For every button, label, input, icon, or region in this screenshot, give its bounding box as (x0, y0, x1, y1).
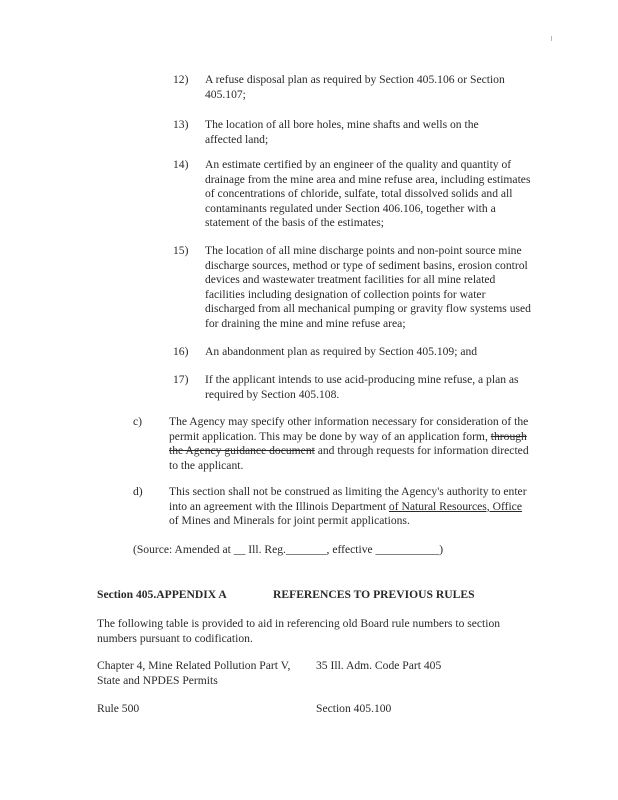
item-17-number: 17) (173, 373, 189, 386)
item-14-text: An estimate certified by an engineer of the quality and quantity of drainage from the mine area and mine refuse area, including estimates of concentrations of chloride, sulfate, total dissolved solids and all contaminants regulated under Section 406.106, together with a statement of the basis of the estimates; (205, 158, 531, 230)
subsection-d-label: d) (133, 485, 143, 498)
appendix-intro: The following table is provided to aid in referencing old Board rule numbers to section numbers pursuant to codification. (97, 617, 501, 645)
appendix-section-label: Section 405.APPENDIX A (97, 588, 227, 601)
table-row1-col2: Section 405.100 (316, 702, 392, 715)
item-16-text: An abandonment plan as required by Section 405.109; and (205, 345, 478, 358)
item-12-text: A refuse disposal plan as required by Section 405.106 or Section 405.107; (205, 73, 505, 101)
item-14-number: 14) (173, 158, 189, 171)
table-col2-header: 35 Ill. Adm. Code Part 405 (316, 659, 442, 672)
subsection-c-part1: The Agency may specify other information necessary for consideration of the permit application. This may be done by way of an application form, (169, 415, 529, 443)
subsection-d-inserted-text: of Natural Resources, Office (388, 499, 522, 513)
item-16-number: 16) (173, 345, 189, 358)
subsection-c-deleted-text: through the Agency guidance document (169, 429, 527, 458)
item-17-text: If the applicant intends to use acid-producing mine refuse, a plan as required by Section 405.108. (205, 373, 519, 401)
subsection-d-text (169, 485, 531, 529)
subsection-c-text (169, 415, 531, 473)
item-13-number: 13) (173, 118, 189, 131)
page-corner-mark (551, 36, 552, 41)
appendix-title: REFERENCES TO PREVIOUS RULES (273, 588, 475, 601)
table-col1-header: Chapter 4, Mine Related Pollution Part V, State and NPDES Permits (97, 659, 291, 687)
table-row1-col1: Rule 500 (97, 702, 140, 715)
subsection-d-part2: of Mines and Minerals for joint permit applications. (169, 514, 410, 528)
subsection-d-part1: This section shall not be construed as limiting the Agency's authority to enter into an agreement with the Illinois Department (169, 485, 527, 513)
item-15-number: 15) (173, 244, 189, 257)
source-note: (Source: Amended at __ Ill. Reg._______, effective ___________) (133, 543, 444, 556)
subsection-c-part2: and through requests for information directed to the applicant. (169, 444, 529, 472)
subsection-c-label: c) (133, 415, 143, 428)
item-15-text: The location of all mine discharge points and non-point source mine discharge sources, method or type of sediment basins, erosion control devices and wastewater treatment facilities for all mine related facilities including designation of collection points for water discharged from all mechanical pumping or gravity flow systems used for draining the mine and mine refuse area; (205, 244, 531, 330)
item-13-text: The location of all bore holes, mine shafts and wells on the affected land; (205, 118, 479, 146)
item-12-number: 12) (173, 73, 189, 86)
